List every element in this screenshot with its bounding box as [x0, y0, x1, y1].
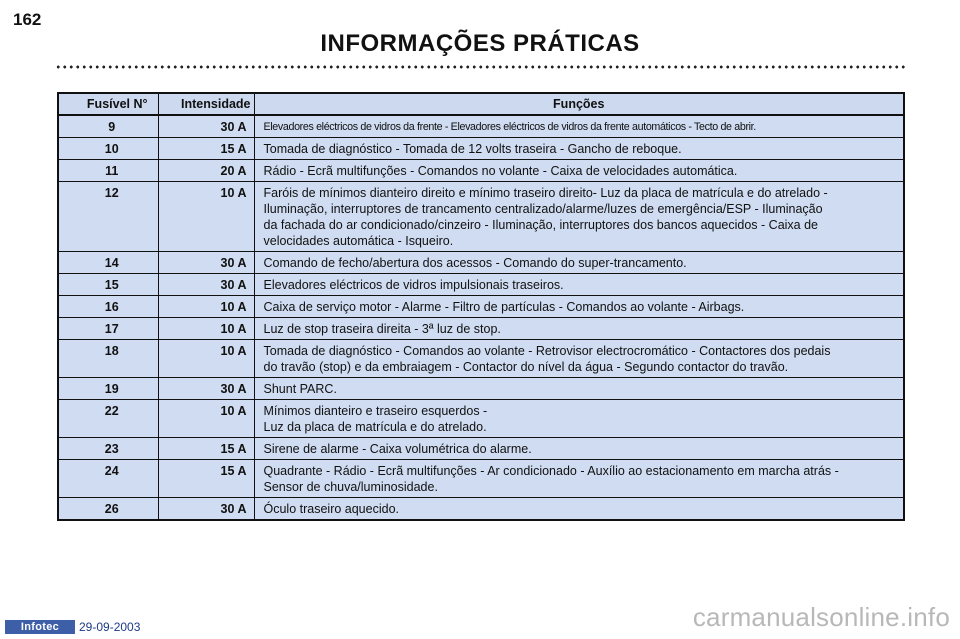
table-row [58, 296, 904, 318]
functions-cell [254, 115, 904, 138]
fuse-number-cell: 18 [58, 340, 158, 378]
function-line: Luz da placa de matrícula e do atrelado. [263, 420, 487, 434]
table-row [58, 182, 904, 252]
functions-cell [254, 498, 904, 521]
table-row [58, 115, 904, 138]
function-line: da fachada do ar condicionado/cinzeiro - Iluminação, interruptores dos bancos aquecidos - Caixa de [263, 218, 818, 232]
function-line: Sensor de chuva/luminosidade. [263, 480, 438, 494]
fuse-number-cell: 24 [58, 460, 158, 498]
fuse-number-cell: 16 [58, 296, 158, 318]
function-line: Caixa de serviço motor - Alarme - Filtro de partículas - Comandos ao volante - Airbags. [263, 300, 745, 314]
function-line: Quadrante - Rádio - Ecrã multifunções - Ar condicionado - Auxílio ao estacionamento em marcha atrás - [263, 464, 839, 478]
header-functions: Funções [254, 93, 904, 115]
intensity-cell: 20 A [158, 160, 254, 182]
intensity-cell: 10 A [158, 296, 254, 318]
table-row [58, 378, 904, 400]
function-line: do travão (stop) e da embraiagem - Contactor do nível da água - Segundo contactor do travão. [263, 360, 789, 374]
page-title: INFORMAÇÕES PRÁTICAS [320, 30, 640, 57]
intensity-cell: 30 A [158, 498, 254, 521]
intensity-cell: 15 A [158, 138, 254, 160]
fuse-number-cell: 10 [58, 138, 158, 160]
table-row [58, 340, 904, 378]
intensity-cell: 10 A [158, 340, 254, 378]
fuse-number-cell: 9 [58, 115, 158, 138]
header-intensity: Intensidade [158, 93, 254, 115]
fuse-number-cell: 17 [58, 318, 158, 340]
table-row [58, 498, 904, 521]
infotec-logo: Infotec [5, 620, 75, 634]
page-number: 162 [13, 10, 42, 29]
intensity-cell: 30 A [158, 274, 254, 296]
table-row [58, 252, 904, 274]
table-row [58, 274, 904, 296]
functions-cell [254, 182, 904, 252]
fuse-number-cell: 15 [58, 274, 158, 296]
function-line: Faróis de mínimos dianteiro direito e mínimo traseiro direito- Luz da placa de matrícula e do atrelado - [263, 186, 828, 200]
function-line: Sirene de alarme - Caixa volumétrica do alarme. [263, 442, 532, 456]
footer-date: 29-09-2003 [79, 620, 141, 634]
function-line: Óculo traseiro aquecido. [263, 502, 399, 516]
fuse-table [57, 92, 905, 521]
fuse-number-cell: 14 [58, 252, 158, 274]
table-row [58, 160, 904, 182]
header-fuse-number: Fusível N° [58, 93, 158, 115]
fuse-number-cell: 23 [58, 438, 158, 460]
intensity-cell: 30 A [158, 378, 254, 400]
intensity-cell: 15 A [158, 438, 254, 460]
fuse-number-cell: 26 [58, 498, 158, 521]
table-row [58, 460, 904, 498]
fuse-number-cell: 12 [58, 182, 158, 252]
function-line: velocidades automática - Isqueiro. [263, 234, 454, 248]
functions-cell [254, 438, 904, 460]
functions-cell [254, 252, 904, 274]
table-row [58, 318, 904, 340]
functions-cell [254, 378, 904, 400]
functions-cell [254, 340, 904, 378]
functions-cell [254, 274, 904, 296]
function-line: Rádio - Ecrã multifunções - Comandos no volante - Caixa de velocidades automática. [263, 164, 738, 178]
intensity-cell: 30 A [158, 252, 254, 274]
fuse-table-body [58, 115, 904, 520]
intensity-cell: 30 A [158, 115, 254, 138]
functions-cell [254, 318, 904, 340]
functions-cell [254, 296, 904, 318]
function-line: Tomada de diagnóstico - Tomada de 12 volts traseira - Gancho de reboque. [263, 142, 682, 156]
intensity-cell: 10 A [158, 400, 254, 438]
function-line: Comando de fecho/abertura dos acessos - Comando do super-trancamento. [263, 256, 687, 270]
intensity-cell: 10 A [158, 318, 254, 340]
table-row [58, 138, 904, 160]
function-line: Mínimos dianteiro e traseiro esquerdos - [263, 404, 488, 418]
fuse-number-cell: 19 [58, 378, 158, 400]
function-line: Elevadores eléctricos de vidros da frente - Elevadores eléctricos de vidros da frente automáticos - Tecto de abrir. [263, 121, 756, 133]
function-line: Tomada de diagnóstico - Comandos ao volante - Retrovisor electrocromático - Contactores dos pedais [263, 344, 831, 358]
watermark: carmanualsonline.info [692, 602, 950, 632]
function-line: Iluminação, interruptores de trancamento centralizado/alarme/luzes de emergência/ESP - Iluminação [263, 202, 823, 216]
intensity-cell: 10 A [158, 182, 254, 252]
functions-cell [254, 160, 904, 182]
fuse-number-cell: 11 [58, 160, 158, 182]
table-header-row [58, 93, 904, 115]
function-line: Elevadores eléctricos de vidros impulsionais traseiros. [263, 278, 564, 292]
table-row [58, 400, 904, 438]
intensity-cell: 15 A [158, 460, 254, 498]
table-row [58, 438, 904, 460]
fuse-number-cell: 22 [58, 400, 158, 438]
function-line: Shunt PARC. [263, 382, 337, 396]
functions-cell [254, 138, 904, 160]
dotted-divider [55, 64, 905, 70]
functions-cell [254, 460, 904, 498]
functions-cell [254, 400, 904, 438]
function-line: Luz de stop traseira direita - 3ª luz de stop. [263, 322, 501, 336]
